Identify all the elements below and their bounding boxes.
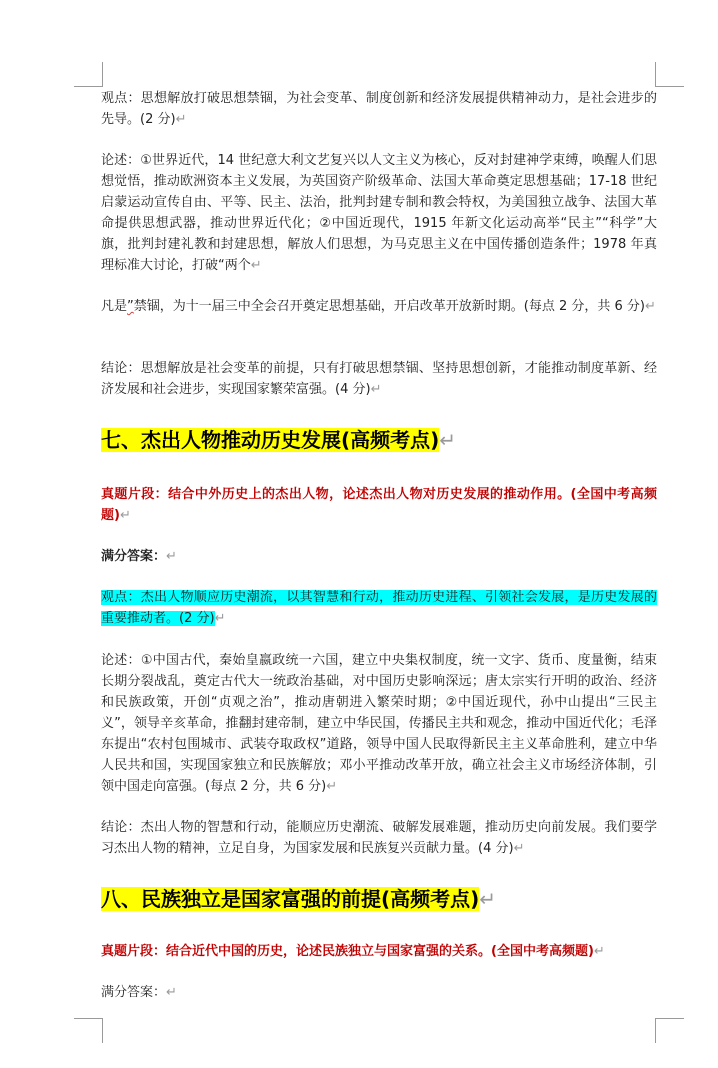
- paragraph-mark-icon: ↵: [175, 112, 187, 127]
- paragraph-text: 论述：①世界近代，14 世纪意大利文艺复兴以人文主义为核心，反对封建神学束缚，唤醒人们思想觉悟，推动欧洲资本主义发展，为英国资产阶级革命、法国大革命奠定思想基础；17-18 世纪启蒙运动宣传自由、平等、民主、法治，批判封建专制和教会特权，为美国独立战争、法国大革命提供思想武器，推动世界近代化；②中国近现代，1915 年新文化运动高举“民主”“科学”大旗，批判封建礼教和封建思想，解放人们思想，为马克思主义在中国传播创造条件；1978 年真理标准大讨论，打破“两个: [101, 153, 657, 273]
- paragraph-mark-icon: ↵: [513, 841, 525, 856]
- paragraph-mark-icon: ↵: [479, 887, 497, 911]
- paragraph-mark-icon: ↵: [119, 508, 131, 523]
- paragraph-argument-1: [101, 150, 657, 276]
- paragraph-mark-icon: ↵: [644, 299, 656, 314]
- section-heading-7: [101, 425, 456, 455]
- full-score-answer-label-8: [101, 982, 657, 1003]
- paragraph-mark-icon: ↵: [439, 428, 457, 452]
- paragraph-argument-7: [101, 650, 657, 797]
- spellcheck-flag: ”: [127, 299, 134, 314]
- paragraph-text: 观点：杰出人物顺应历史潮流，以其智慧和行动，推动历史进程、引领社会发展，是历史发展的重要推动者。(2 分): [101, 590, 657, 626]
- paragraph-text: 凡是: [101, 299, 128, 314]
- paragraph-mark-icon: ↵: [326, 779, 338, 794]
- paragraph-conclusion-7: [101, 817, 657, 859]
- paragraph-conclusion-1: [101, 358, 657, 400]
- crop-mark-bottom-right: [655, 1018, 684, 1043]
- paragraph-text: 真题片段：结合近代中国的历史，论述民族独立与国家富强的关系。(全国中考高频题): [101, 944, 594, 959]
- full-score-answer-label-7: [101, 546, 657, 567]
- paragraph-text: 观点：思想解放打破思想禁锢，为社会变革、制度创新和经济发展提供精神动力，是社会进步的先导。(2 分): [101, 91, 657, 127]
- paragraph-text: 真题片段：结合中外历史上的杰出人物，论述杰出人物对历史发展的推动作用。(全国中考高频题): [101, 487, 657, 523]
- paragraph-text: 禁锢，为十一届三中全会召开奠定思想基础，开启改革开放新时期。(每点 2 分，共 6 分): [133, 299, 645, 314]
- paragraph-mark-icon: ↵: [593, 944, 605, 959]
- heading-text: 八、民族独立是国家富强的前提(高频考点): [101, 887, 480, 911]
- paragraph-text: 论述：①中国古代，秦始皇嬴政统一六国，建立中央集权制度，统一文字、货币、度量衡，结束长期分裂战乱，奠定古代大一统政治基础，对中国历史影响深远；唐太宗实行开明的政治、经济和民族政策，开创“贞观之治”，推动唐朝进入繁荣时期；②中国近现代，孙中山提出“三民主义”，领导辛亥革命，推翻封建帝制，建立中华民国，传播民主共和观念，推动中国近代化；毛泽东提出“农村包围城市、武装夺取政权”道路，领导中国人民取得新民主主义革命胜利，建立中华人民共和国，实现国家独立和民族解放；邓小平推动改革开放，确立社会主义市场经济体制，引领中国走向富强。(每点 2 分，共 6 分): [101, 653, 657, 794]
- paragraph-text: 结论：思想解放是社会变革的前提，只有打破思想禁锢、坚持思想创新，才能推动制度革新、经济发展和社会进步，实现国家繁荣富强。(4 分): [101, 361, 657, 397]
- paragraph-mark-icon: ↵: [166, 549, 177, 564]
- crop-mark-top-right: [655, 62, 684, 87]
- paragraph-text: 满分答案：: [101, 549, 167, 564]
- exam-question-7: [101, 484, 657, 526]
- heading-text: 七、杰出人物推动历史发展(高频考点): [101, 428, 440, 452]
- paragraph-text: 满分答案：: [101, 985, 167, 1000]
- paragraph-text: 结论：杰出人物的智慧和行动，能顺应历史潮流、破解发展难题，推动历史向前发展。我们要学习杰出人物的精神，立足自身，为国家发展和民族复兴贡献力量。(4 分): [101, 820, 657, 856]
- paragraph-viewpoint-1: [101, 88, 657, 130]
- section-heading-8: [101, 884, 496, 914]
- exam-question-8: [101, 941, 657, 962]
- paragraph-viewpoint-7: [101, 587, 657, 629]
- paragraph-mark-icon: ↵: [250, 258, 262, 273]
- crop-mark-bottom-left: [74, 1018, 103, 1043]
- paragraph-argument-1-continued: [101, 296, 657, 317]
- paragraph-mark-icon: ↵: [166, 985, 177, 1000]
- paragraph-mark-icon: ↵: [214, 611, 226, 626]
- crop-mark-top-left: [74, 62, 103, 87]
- paragraph-mark-icon: ↵: [370, 382, 382, 397]
